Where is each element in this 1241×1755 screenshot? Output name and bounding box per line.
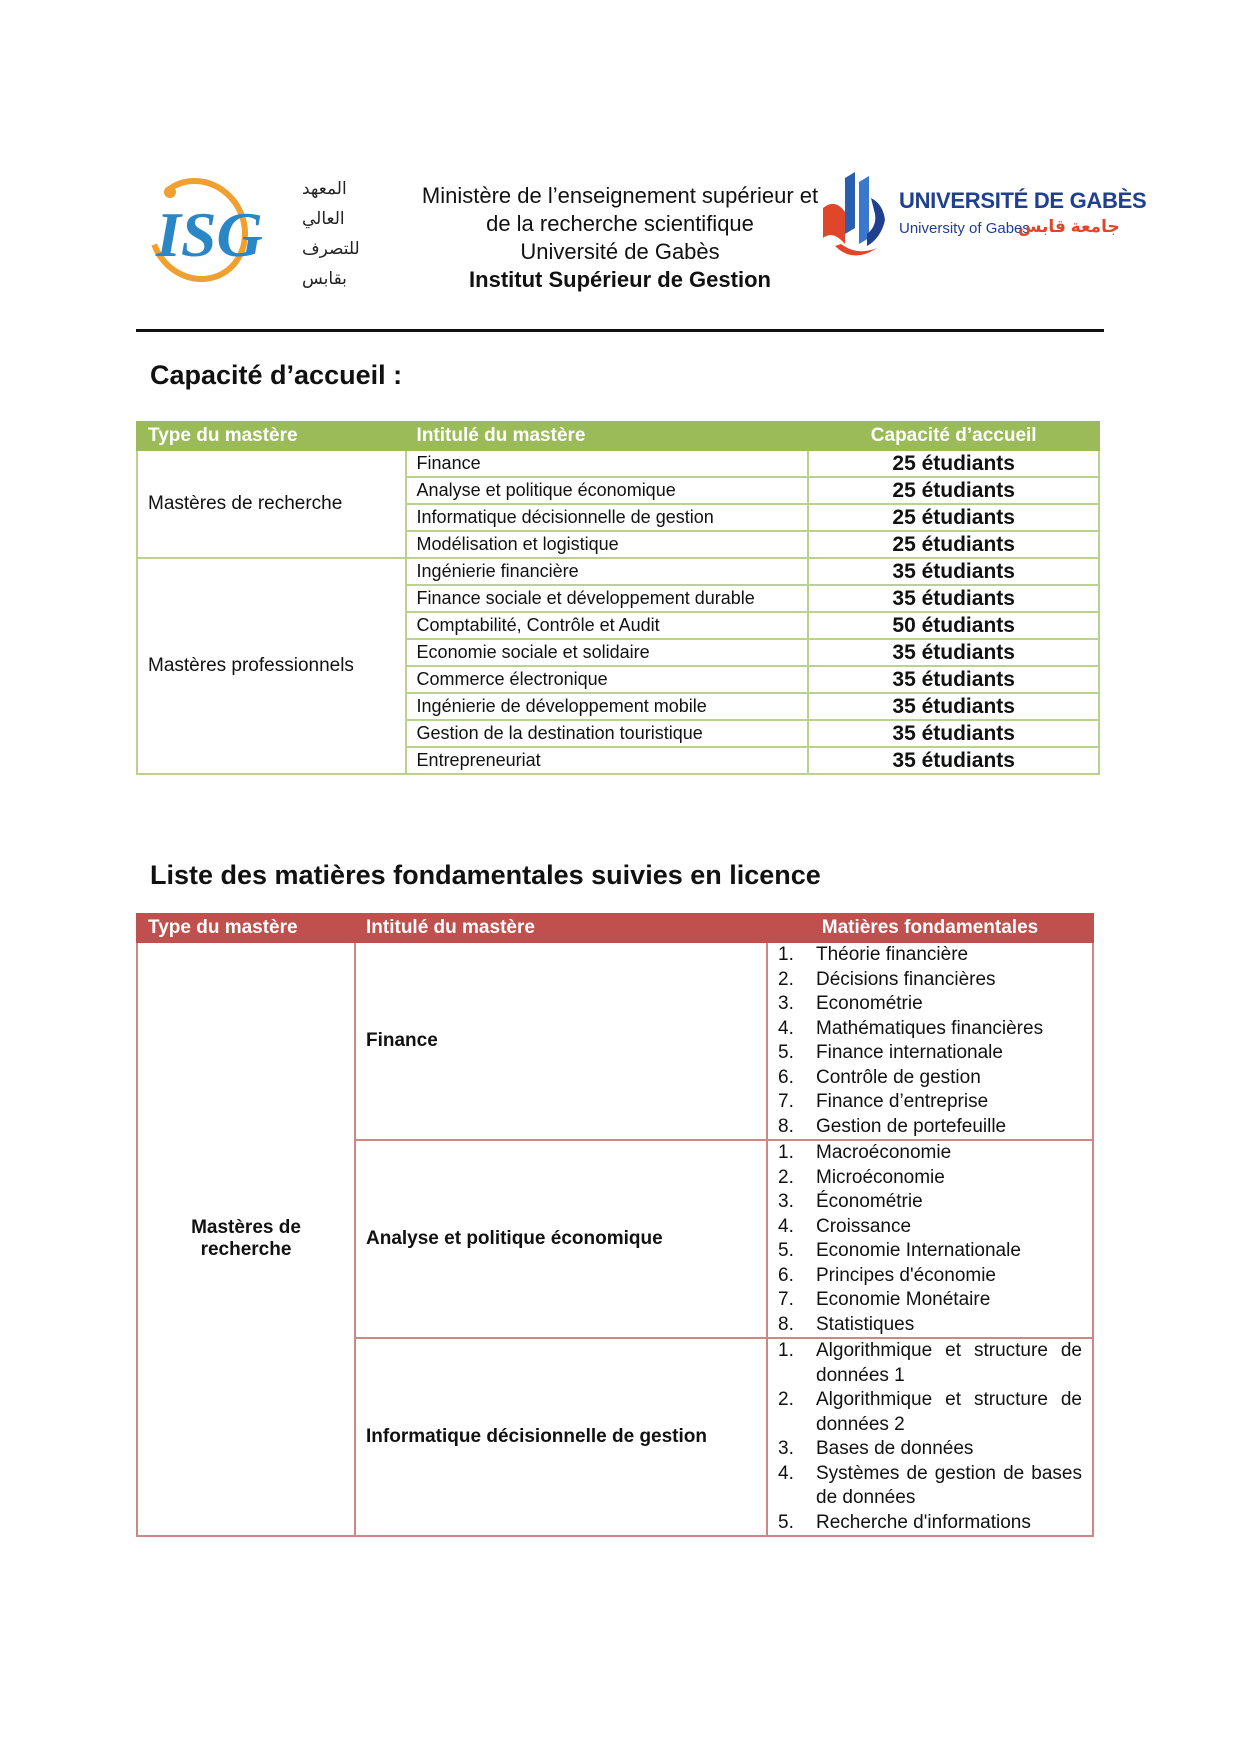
- list-item: 5. Finance internationale: [778, 1042, 1003, 1063]
- header-divider: [136, 329, 1104, 332]
- title-cell: Economie sociale et solidaire: [406, 639, 809, 666]
- col-capacity: Capacité d’accueil: [808, 422, 1099, 450]
- subject-list: [778, 1339, 1082, 1535]
- subjects-cell: [767, 942, 1093, 1140]
- capacity-cell: 25 étudiants: [808, 504, 1099, 531]
- ug-subtitle: University of Gabes: [899, 220, 1030, 237]
- col-title: Intitulé du mastère: [406, 422, 809, 450]
- capacity-cell: 35 étudiants: [808, 747, 1099, 774]
- title-cell: Entrepreneuriat: [406, 747, 809, 774]
- title-cell: Ingénierie de développement mobile: [406, 693, 809, 720]
- capacity-cell: 35 étudiants: [808, 558, 1099, 585]
- title-cell: Finance sociale et développement durable: [406, 585, 809, 612]
- svg-text:للتصرف: للتصرف: [302, 239, 360, 259]
- list-item: 3. Économétrie: [778, 1191, 923, 1212]
- title-cell: Analyse et politique économique: [355, 1140, 767, 1338]
- capacity-cell: 35 étudiants: [808, 720, 1099, 747]
- list-item: 5. Recherche d'informations: [778, 1511, 1031, 1533]
- title-cell: Ingénierie financière: [406, 558, 809, 585]
- ministry-line-1: Ministère de l’enseignement supérieur et: [421, 183, 819, 208]
- university-line: Université de Gabès: [520, 239, 720, 264]
- title-cell: Gestion de la destination touristique: [406, 720, 809, 747]
- capacity-header-row: [137, 422, 1099, 450]
- subject-list: [778, 1141, 1082, 1337]
- table-row: [137, 942, 1093, 1140]
- capacity-heading: Capacité d’accueil :: [150, 360, 403, 390]
- subjects-cell: [767, 1338, 1093, 1536]
- subjects-table: [136, 913, 1094, 1537]
- title-cell: Informatique décisionnelle de gestion: [406, 504, 809, 531]
- subjects-heading: Liste des matières fondamentales suivies en licence: [150, 860, 821, 890]
- list-item: 1. Théorie financière: [778, 944, 969, 965]
- list-item: 4. Systèmes de gestion de bases de données: [778, 1462, 1082, 1508]
- list-item: 2. Microéconomie: [778, 1166, 945, 1188]
- title-cell: Finance: [406, 450, 809, 477]
- title-cell: Informatique décisionnelle de gestion: [355, 1338, 767, 1536]
- table-row: [137, 558, 1099, 585]
- svg-text:العالي: العالي: [302, 209, 345, 229]
- capacity-cell: 25 étudiants: [808, 531, 1099, 558]
- svg-text:المعهد: المعهد: [302, 179, 347, 199]
- type-cell: Mastères de recherche: [137, 942, 355, 1536]
- university-logo: [815, 168, 1147, 268]
- capacity-cell: 25 étudiants: [808, 477, 1099, 504]
- list-item: 2. Algorithmique et structure de données 2: [778, 1389, 1082, 1435]
- svg-text:بقابس: بقابس: [302, 269, 347, 289]
- letterhead: [150, 160, 1147, 310]
- list-item: 8. Statistiques: [778, 1313, 915, 1335]
- title-cell: Modélisation et logistique: [406, 531, 809, 558]
- capacity-cell: 25 étudiants: [808, 450, 1099, 477]
- col-title: Intitulé du mastère: [355, 914, 767, 942]
- list-item: 3. Bases de données: [778, 1438, 974, 1459]
- list-item: 8. Gestion de portefeuille: [778, 1115, 1007, 1137]
- subjects-header-row: [137, 914, 1093, 942]
- col-type: Type du mastère: [137, 422, 406, 450]
- institute-line: Institut Supérieur de Gestion: [469, 267, 771, 292]
- ug-title: UNIVERSITÉ DE GABÈS: [899, 188, 1147, 213]
- ministry-line-2: de la recherche scientifique: [486, 211, 754, 236]
- list-item: 6. Principes d'économie: [778, 1264, 996, 1286]
- subjects-cell: [767, 1140, 1093, 1338]
- isg-logo: [150, 164, 360, 294]
- title-cell: Analyse et politique économique: [406, 477, 809, 504]
- col-type: Type du mastère: [137, 914, 355, 942]
- title-cell: Comptabilité, Contrôle et Audit: [406, 612, 809, 639]
- list-item: 2. Décisions financières: [778, 968, 996, 990]
- capacity-table: [136, 421, 1100, 775]
- capacity-cell: 35 étudiants: [808, 585, 1099, 612]
- capacity-cell: 35 étudiants: [808, 693, 1099, 720]
- col-subjects: Matières fondamentales: [767, 914, 1093, 942]
- list-item: 7. Economie Monétaire: [778, 1289, 991, 1310]
- title-cell: Commerce électronique: [406, 666, 809, 693]
- capacity-cell: 50 étudiants: [808, 612, 1099, 639]
- capacity-cell: 35 étudiants: [808, 639, 1099, 666]
- list-item: 1. Algorithmique et structure de données 1: [778, 1340, 1082, 1386]
- ug-emblem-icon: [815, 168, 891, 268]
- type-cell: Mastères de recherche: [137, 450, 406, 558]
- capacity-cell: 35 étudiants: [808, 666, 1099, 693]
- list-item: 6. Contrôle de gestion: [778, 1066, 981, 1088]
- title-cell: Finance: [355, 942, 767, 1140]
- ug-arabic-name: جامعة قابس: [1018, 217, 1120, 236]
- table-row: [137, 450, 1099, 477]
- list-item: 5. Economie Internationale: [778, 1240, 1021, 1261]
- list-item: 1. Macroéconomie: [778, 1142, 952, 1163]
- subject-list: [778, 943, 1082, 1139]
- list-item: 7. Finance d’entreprise: [778, 1091, 989, 1112]
- list-item: 4. Croissance: [778, 1215, 912, 1237]
- isg-logo-letters: ISG: [156, 199, 263, 270]
- type-cell: Mastères professionnels: [137, 558, 406, 774]
- list-item: 4. Mathématiques financières: [778, 1017, 1044, 1039]
- list-item: 3. Econométrie: [778, 993, 923, 1014]
